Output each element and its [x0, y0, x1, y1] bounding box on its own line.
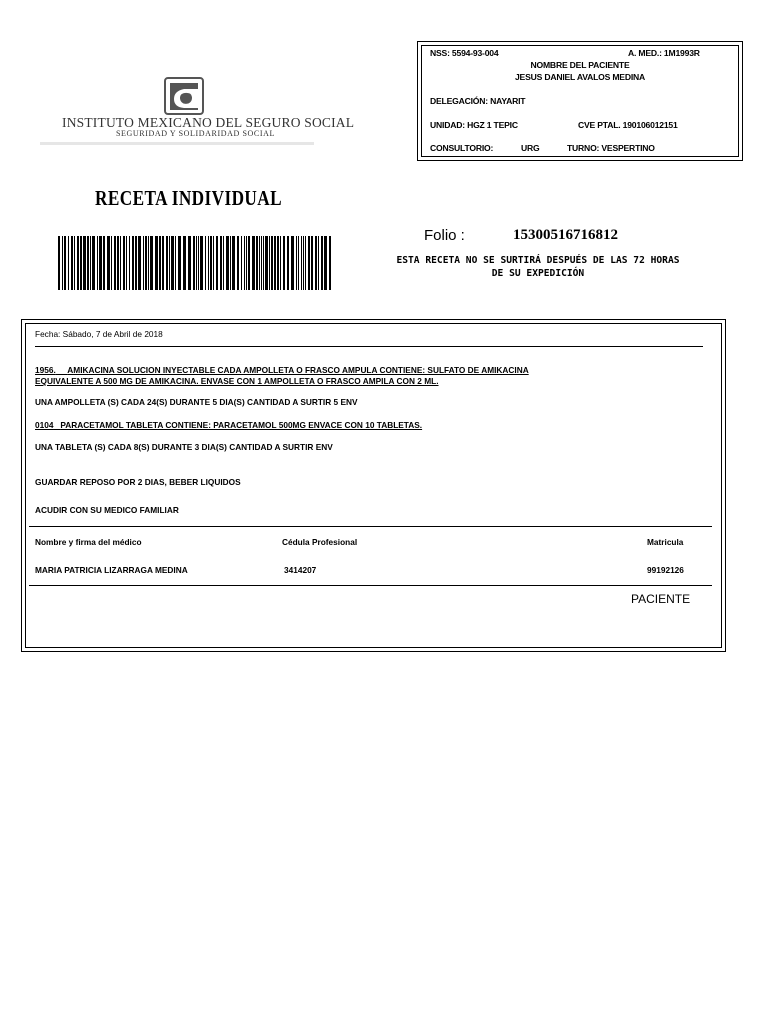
signature-bottom-divider	[29, 585, 712, 586]
matricula-value: 99192126	[647, 565, 684, 575]
expiration-notice	[376, 254, 700, 280]
barcode-bar	[97, 236, 98, 290]
barcode-bar	[308, 236, 310, 290]
expiration-notice-line2: DE SU EXPEDICIÓN	[491, 268, 585, 279]
barcode-bar	[256, 236, 258, 290]
prescription-date: Fecha: Sábado, 7 de Abril de 2018	[35, 329, 163, 339]
patient-consultorio-label: CONSULTORIO:	[430, 143, 494, 153]
barcode-bar	[226, 236, 229, 290]
barcode-bar	[283, 236, 285, 290]
barcode-bar	[120, 236, 121, 290]
barcode-bar	[58, 236, 60, 290]
barcode-bar	[129, 236, 130, 290]
barcode-bar	[321, 236, 323, 290]
medication-1-line1: AMIKACINA SOLUCION INYECTABLE CADA AMPOLLETA O FRASCO AMPULA CONTIENE: SULFATO DE AMIKACINA	[67, 365, 529, 375]
barcode-bar	[90, 236, 91, 290]
barcode-bar	[143, 236, 144, 290]
indication-1: GUARDAR REPOSO POR 2 DIAS, BEBER LIQUIDOS	[35, 477, 241, 487]
barcode-bar	[117, 236, 119, 290]
barcode-bar	[291, 236, 294, 290]
medication-2-description	[35, 420, 422, 430]
barcode-bar	[324, 236, 327, 290]
barcode-bar	[318, 236, 319, 290]
patient-unidad: UNIDAD: HGZ 1 TEPIC	[430, 120, 518, 130]
barcode-bar	[126, 236, 127, 290]
barcode-bar	[248, 236, 250, 290]
institution-name: INSTITUTO MEXICANO DEL SEGURO SOCIAL	[62, 115, 355, 130]
barcode-bar	[230, 236, 231, 290]
barcode-bar	[77, 236, 79, 290]
cedula-label: Cédula Profesional	[282, 537, 358, 547]
barcode-bar	[169, 236, 170, 290]
barcode-bar	[241, 236, 242, 290]
medication-2-line1: PARACETAMOL TABLETA CONTIENE: PARACETAMOL 500MG ENVACE CON 10 TABLETAS.	[60, 420, 423, 430]
barcode-bar	[103, 236, 105, 290]
barcode-bar	[193, 236, 195, 290]
barcode-bar	[198, 236, 199, 290]
barcode-bar	[261, 236, 262, 290]
barcode-bar	[175, 236, 176, 290]
barcode-bar	[252, 236, 255, 290]
expiration-notice-line1: ESTA RECETA NO SE SURTIRÁ DESPUÉS DE LAS 72 HORAS	[396, 255, 680, 266]
imss-emblem-icon	[164, 77, 204, 115]
indication-2: ACUDIR CON SU MEDICO FAMILIAR	[35, 505, 179, 515]
barcode-bar	[305, 236, 306, 290]
barcode-bar	[223, 236, 224, 290]
barcode-bar	[280, 236, 281, 290]
doctor-label: Nombre y firma del médico	[35, 537, 142, 547]
barcode-bar	[259, 236, 260, 290]
barcode-bar	[298, 236, 299, 290]
barcode-bar	[155, 236, 158, 290]
barcode-bar	[99, 236, 102, 290]
barcode-bar	[132, 236, 134, 290]
patient-delegacion: DELEGACIÓN: NAYARIT	[430, 96, 526, 106]
barcode-bar	[205, 236, 206, 290]
barcode-bar	[74, 236, 75, 290]
barcode-bar	[220, 236, 222, 290]
patient-turno: TURNO: VESPERTINO	[567, 143, 655, 153]
barcode-bar	[64, 236, 66, 290]
barcode-bar	[162, 236, 164, 290]
barcode-bar	[277, 236, 279, 290]
medication-2-dose: UNA TABLETA (S) CADA 8(S) DURANTE 3 DIA(S) CANTIDAD A SURTIR ENV	[35, 442, 333, 452]
patient-consultorio: URG	[521, 143, 540, 153]
barcode-bar	[135, 236, 137, 290]
medication-1-description	[35, 365, 529, 375]
medication-1-code: 1956.	[35, 365, 56, 375]
barcode-bar	[274, 236, 276, 290]
barcode-bar	[111, 236, 112, 290]
barcode-bar	[208, 236, 209, 290]
barcode-bar	[213, 236, 214, 290]
barcode-bar	[83, 236, 86, 290]
logo-divider	[40, 142, 314, 145]
copy-label: PACIENTE	[631, 592, 691, 606]
barcode-bar	[171, 236, 174, 290]
barcode-bar	[210, 236, 212, 290]
barcode-bar	[71, 236, 73, 290]
document-title: RECETA INDIVIDUAL	[95, 186, 283, 210]
barcode-bar	[92, 236, 95, 290]
barcode-bar	[200, 236, 203, 290]
barcode-bar	[150, 236, 153, 290]
date-divider	[35, 346, 703, 347]
institution-subtitle: SEGURIDAD Y SOLIDARIDAD SOCIAL	[116, 129, 275, 138]
barcode-bar	[148, 236, 149, 290]
doctor-name: MARIA PATRICIA LIZARRAGA MEDINA	[35, 565, 188, 575]
patient-name: JESUS DANIEL AVALOS MEDINA	[514, 72, 646, 82]
folio-number: 15300516716812	[513, 227, 618, 243]
patient-cve-ptal: CVE PTAL. 190106012151	[578, 120, 678, 130]
barcode-bar	[62, 236, 63, 290]
barcode-bar	[315, 236, 317, 290]
barcode-bar	[269, 236, 270, 290]
patient-name-label: NOMBRE DEL PACIENTE	[530, 60, 630, 70]
barcode-bar	[188, 236, 191, 290]
barcode-bar	[145, 236, 147, 290]
barcode-bar	[329, 236, 331, 290]
barcode-bar	[114, 236, 116, 290]
barcode-bar	[237, 236, 239, 290]
barcode-bar	[265, 236, 268, 290]
signature-top-divider	[29, 526, 712, 527]
barcode-bar	[68, 236, 69, 290]
barcode-bar	[196, 236, 197, 290]
barcode	[58, 236, 332, 290]
matricula-label: Matricula	[647, 537, 684, 547]
barcode-bar	[178, 236, 181, 290]
barcode-bar	[87, 236, 89, 290]
barcode-bar	[287, 236, 289, 290]
cedula-value: 3414207	[284, 565, 317, 575]
barcode-bar	[303, 236, 304, 290]
barcode-bar	[80, 236, 82, 290]
barcode-bar	[159, 236, 161, 290]
barcode-bar	[311, 236, 313, 290]
medication-1-line2: EQUIVALENTE A 500 MG DE AMIKACINA. ENVASE CON 1 AMPOLLETA O FRASCO AMPILA CON 2 ML.	[35, 376, 439, 386]
barcode-bar	[138, 236, 141, 290]
barcode-bar	[263, 236, 264, 290]
barcode-bar	[271, 236, 273, 290]
patient-a-med: A. MED.: 1M1993R	[628, 48, 700, 58]
medication-2-code: 0104	[35, 420, 54, 430]
barcode-bar	[166, 236, 168, 290]
barcode-bar	[232, 236, 235, 290]
barcode-bar	[244, 236, 245, 290]
medication-1-dose: UNA AMPOLLETA (S) CADA 24(S) DURANTE 5 DIA(S) CANTIDAD A SURTIR 5 ENV	[35, 397, 358, 407]
barcode-bar	[216, 236, 218, 290]
patient-nss: NSS: 5594-93-004	[430, 48, 499, 58]
barcode-bar	[296, 236, 297, 290]
barcode-bar	[123, 236, 125, 290]
barcode-bar	[183, 236, 186, 290]
barcode-bar	[301, 236, 302, 290]
folio-label: Folio :	[424, 227, 465, 244]
barcode-bar	[246, 236, 247, 290]
barcode-bar	[107, 236, 110, 290]
